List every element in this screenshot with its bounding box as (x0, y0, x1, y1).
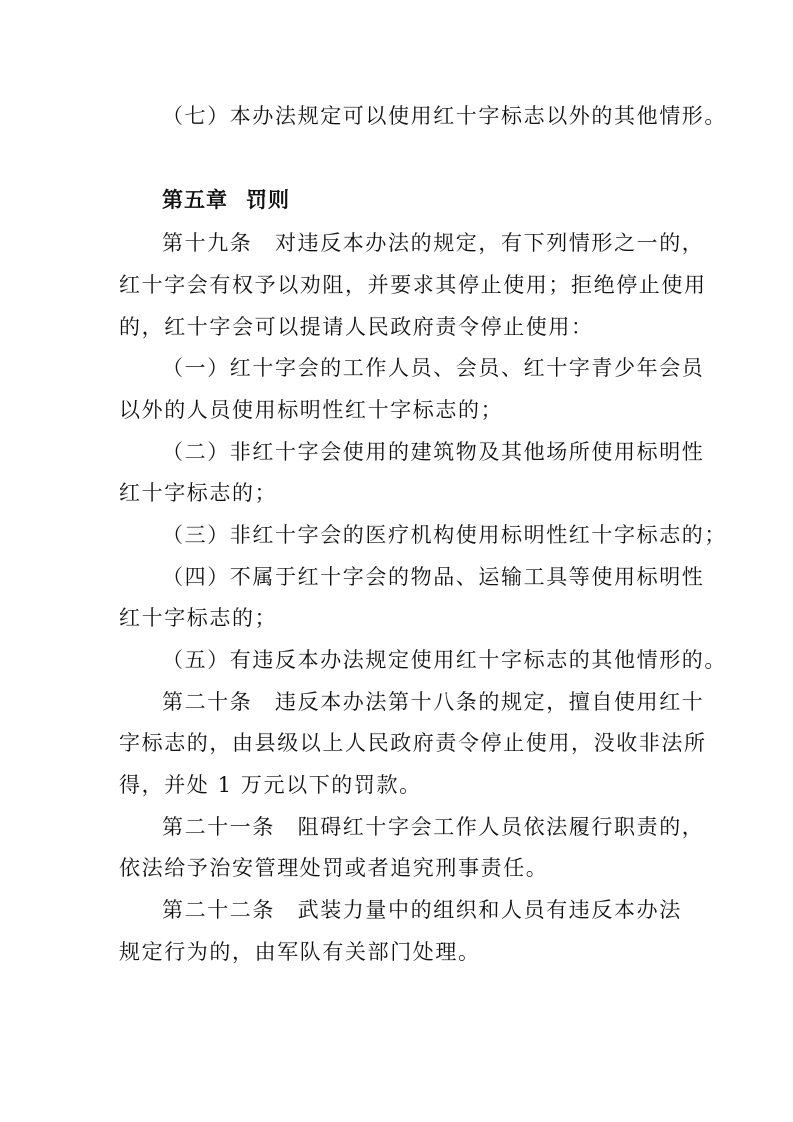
list-item-line: （二）非红十字会使用的建筑物及其他场所使用标明性 (162, 440, 705, 464)
paragraph-line: 红十字会有权予以劝阻，并要求其停止使用；拒绝停止使用 (119, 273, 707, 297)
paragraph-line: 得，并处 1 万元以下的罚款。 (119, 773, 422, 797)
list-item-line: 红十字标志的； (119, 481, 278, 505)
list-item-line: （五）有违反本办法规定使用红十字标志的其他情形的。 (162, 648, 727, 672)
list-item-line: （三）非红十字会的医疗机构使用标明性红十字标志的； (162, 523, 727, 547)
article-22-line: 第二十二条 武装力量中的组织和人员有违反本办法 (162, 898, 682, 922)
article-20-line: 第二十条 违反本办法第十八条的规定，擅自使用红十 (162, 690, 705, 714)
chapter-title: 罚则 (246, 188, 290, 212)
paragraph-line: （七）本办法规定可以使用红十字标志以外的其他情形。 (162, 104, 727, 128)
article-19-line: 第十九条 对违反本办法的规定，有下列情形之一的， (162, 231, 705, 255)
paragraph-line: 的，红十字会可以提请人民政府责令停止使用： (119, 315, 594, 339)
paragraph-line: 依法给予治安管理处罚或者追究刑事责任。 (119, 856, 549, 880)
paragraph-line: 规定行为的，由军队有关部门处理。 (119, 940, 481, 964)
paragraph-line: 字标志的，由县级以上人民政府责令停止使用，没收非法所 (119, 731, 707, 755)
list-item-line: （一）红十字会的工作人员、会员、红十字青少年会员 (162, 356, 705, 380)
chapter-heading (162, 188, 290, 212)
list-item-line: （四）不属于红十字会的物品、运输工具等使用标明性 (162, 565, 705, 589)
list-item-line: 以外的人员使用标明性红十字标志的； (119, 398, 504, 422)
list-item-line: 红十字标志的； (119, 606, 278, 630)
chapter-number: 第五章 (162, 188, 228, 212)
article-21-line: 第二十一条 阻碍红十字会工作人员依法履行职责的， (162, 815, 705, 839)
